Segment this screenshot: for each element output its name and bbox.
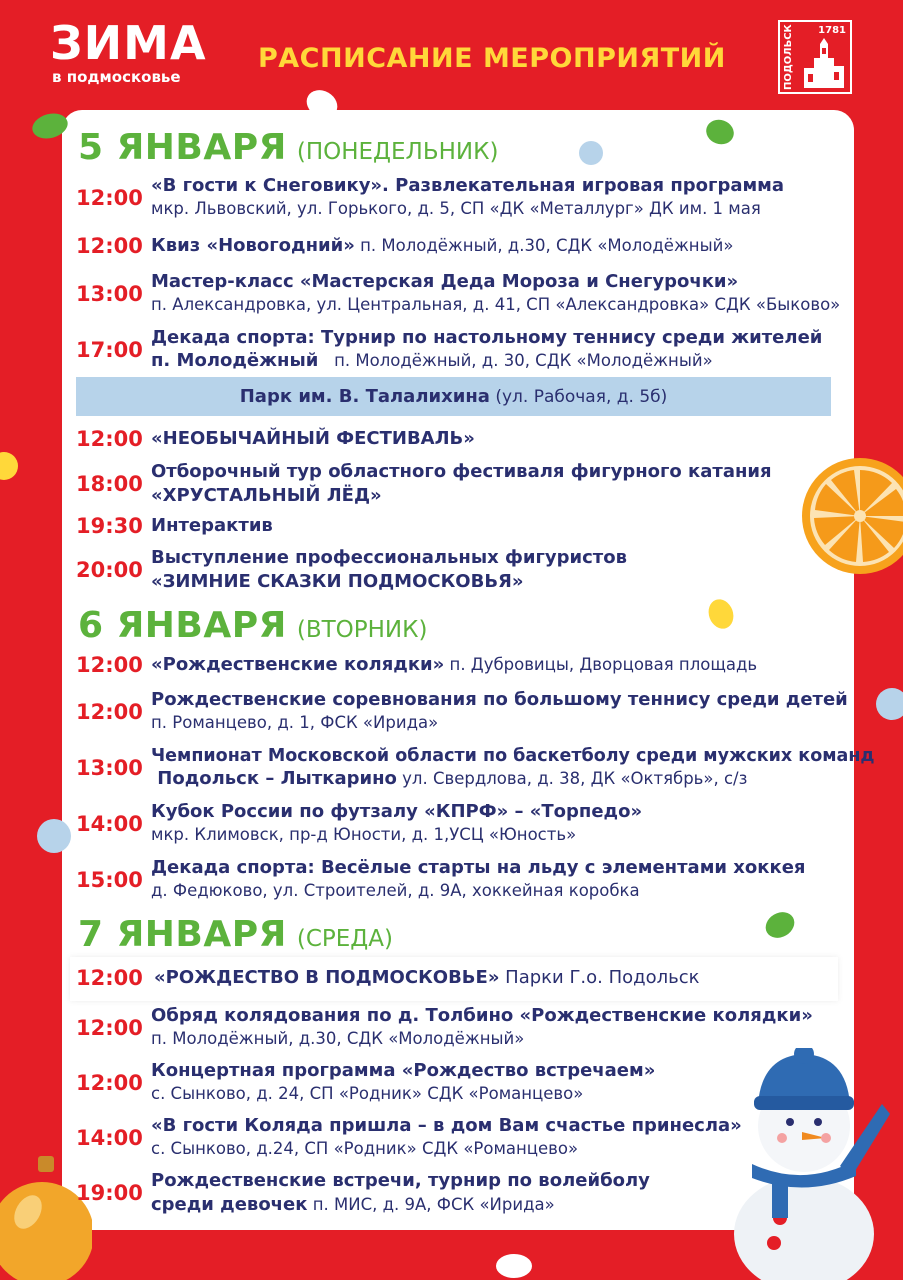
event-subtitle: «ЗИМНИЕ СКАЗКИ ПОДМОСКОВЬЯ» — [151, 571, 524, 592]
event-title: «В гости к Снеговику». Развлекательная игровая программа — [151, 175, 785, 196]
event-time: 19:00 — [76, 1181, 143, 1205]
event-title — [151, 234, 851, 258]
event-location: п. Молодёжный, д.30, СДК «Молодёжный» — [151, 1029, 525, 1048]
event-title: Обряд колядования по д. Толбино «Рождественские колядки» — [151, 1005, 813, 1026]
event-title: Чемпионат Московской области по баскетболу среди мужских команд — [151, 746, 875, 766]
event-location: п. Александровка, ул. Центральная, д. 41, СП «Александровка» СДК «Быково» — [151, 295, 841, 314]
christmas-ball-icon — [0, 1150, 92, 1280]
event-text — [151, 234, 851, 258]
event-location — [151, 350, 851, 372]
confetti-icon — [30, 108, 74, 144]
event-title: «В гости Коляда пришла – в дом Вам счастье принесла» — [151, 1115, 742, 1136]
event-time: 14:00 — [76, 1126, 143, 1150]
event-subtitle: «ХРУСТАЛЬНЫЙ ЛЁД» — [151, 485, 382, 506]
event-time: 20:00 — [76, 558, 143, 582]
event-time: 12:00 — [76, 234, 143, 258]
day-heading — [78, 914, 393, 955]
event-location: п. Романцево, д. 1, ФСК «Ирида» — [151, 713, 439, 732]
confetti-icon — [760, 908, 800, 942]
event-time: 17:00 — [76, 338, 143, 362]
event-time: 12:00 — [76, 966, 143, 990]
confetti-icon — [494, 1250, 534, 1280]
event-time: 15:00 — [76, 868, 143, 892]
event-time: 12:00 — [76, 427, 143, 451]
park-banner — [76, 377, 831, 416]
event-text — [151, 1059, 851, 1105]
event-text — [154, 967, 700, 988]
event-title: «НЕОБЫЧАЙНЫЙ ФЕСТИВАЛЬ» — [151, 428, 475, 449]
event-title: Концертная программа «Рождество встречаем» — [151, 1060, 656, 1081]
confetti-icon — [0, 448, 22, 484]
event-subtitle: Подольск – Лыткарино — [151, 768, 397, 789]
confetti-icon — [700, 114, 740, 150]
event-location — [151, 768, 851, 790]
event-address: п. МИС, д. 9А, ФСК «Ирида» — [307, 1195, 555, 1214]
event-text — [151, 427, 851, 451]
event-text — [151, 546, 851, 594]
park-name: Парк им. В. Талалихина — [239, 386, 490, 407]
event-text — [151, 800, 851, 846]
event-time: 19:30 — [76, 514, 143, 538]
event-title — [151, 653, 851, 677]
event-location: д. Федюково, ул. Строителей, д. 9А, хоккейная коробка — [151, 881, 640, 900]
event-time: 12:00 — [76, 186, 143, 210]
event-text — [151, 270, 851, 316]
confetti-icon — [704, 596, 738, 632]
event-text — [151, 1114, 851, 1160]
event-address: п. Молодёжный, д. 30, СДК «Молодёжный» — [318, 351, 713, 370]
event-location: п. Дубровицы, Дворцовая площадь — [444, 655, 758, 674]
confetti-icon — [874, 686, 903, 722]
emblem-city: ПОДОЛЬСК — [783, 24, 794, 90]
highlight-event — [70, 957, 838, 1001]
event-title: Мастер-класс «Мастерская Деда Мороза и Снегурочки» — [151, 271, 739, 292]
event-time: 12:00 — [76, 1071, 143, 1095]
event-text — [151, 1004, 851, 1050]
emblem-year: 1781 — [818, 25, 846, 36]
header — [0, 0, 903, 110]
event-title: Декада спорта: Весёлые старты на льду с элементами хоккея — [151, 857, 806, 878]
event-location — [151, 1193, 851, 1217]
logo-subtitle: в подмосковье — [52, 68, 181, 86]
event-title-text: Квиз «Новогодний» — [151, 235, 355, 256]
event-title: Рождественские встречи, турнир по волейболу — [151, 1170, 650, 1191]
event-title: Выступление профессиональных фигуристов — [151, 547, 627, 568]
event-address: ул. Свердлова, д. 38, ДК «Октябрь», с/з — [396, 769, 748, 788]
park-address: (ул. Рабочая, д. 5б) — [489, 387, 668, 407]
event-location: Парки Г.о. Подольск — [499, 967, 700, 988]
event-location: мкр. Львовский, ул. Горького, д. 5, СП «ДК «Металлург» ДК им. 1 мая — [151, 199, 761, 218]
confetti-icon — [300, 86, 344, 122]
logo-title: ЗИМА — [50, 16, 207, 70]
event-time: 12:00 — [76, 1016, 143, 1040]
podolsk-emblem-icon — [778, 20, 852, 94]
day-weekday: (ВТОРНИК) — [296, 617, 428, 643]
day-heading — [78, 605, 427, 646]
event-subtitle: п. Молодёжный — [151, 350, 319, 371]
day-weekday: (ПОНЕДЕЛЬНИК) — [296, 139, 499, 165]
event-text — [151, 653, 851, 677]
event-title: Интерактив — [151, 515, 273, 536]
event-title-text: «Рождественские колядки» — [151, 654, 445, 675]
event-time: 14:00 — [76, 812, 143, 836]
event-title: Рождественские соревнования по большому теннису среди детей — [151, 689, 848, 710]
event-location: с. Сынково, д.24, СП «Родник» СДК «Романцево» — [151, 1139, 579, 1158]
event-text — [151, 460, 851, 508]
day-date: 6 ЯНВАРЯ — [78, 605, 287, 646]
event-location: мкр. Климовск, пр-д Юности, д. 1,УСЦ «Юность» — [151, 825, 577, 844]
event-title: Отборочный тур областного фестиваля фигурного катания — [151, 461, 772, 482]
event-text — [151, 514, 851, 538]
confetti-icon — [34, 816, 74, 856]
event-text — [151, 326, 851, 372]
church-icon — [800, 38, 848, 90]
event-location: п. Молодёжный, д.30, СДК «Молодёжный» — [354, 236, 734, 255]
event-title: Декада спорта: Турнир по настольному теннису среди жителей — [151, 327, 823, 348]
day-heading — [78, 127, 498, 168]
confetti-icon — [576, 138, 606, 168]
event-text — [151, 1169, 851, 1217]
event-text — [151, 744, 875, 790]
event-time: 13:00 — [76, 756, 143, 780]
event-location: с. Сынково, д. 24, СП «Родник» СДК «Романцево» — [151, 1084, 584, 1103]
event-time: 13:00 — [76, 282, 143, 306]
event-text — [151, 688, 851, 734]
event-title: «РОЖДЕСТВО В ПОДМОСКОВЬЕ» — [154, 967, 500, 988]
event-text — [151, 174, 851, 220]
event-text — [151, 856, 851, 902]
event-title: Кубок России по футзалу «КПРФ» – «Торпедо» — [151, 801, 643, 822]
event-subtitle: среди девочек — [151, 1194, 308, 1215]
event-time: 12:00 — [76, 653, 143, 677]
day-weekday: (СРЕДА) — [296, 926, 393, 952]
event-time: 12:00 — [76, 700, 143, 724]
day-date: 5 ЯНВАРЯ — [78, 127, 287, 168]
day-date: 7 ЯНВАРЯ — [78, 914, 287, 955]
page-title: РАСПИСАНИЕ МЕРОПРИЯТИЙ — [258, 43, 726, 74]
event-time: 18:00 — [76, 472, 143, 496]
